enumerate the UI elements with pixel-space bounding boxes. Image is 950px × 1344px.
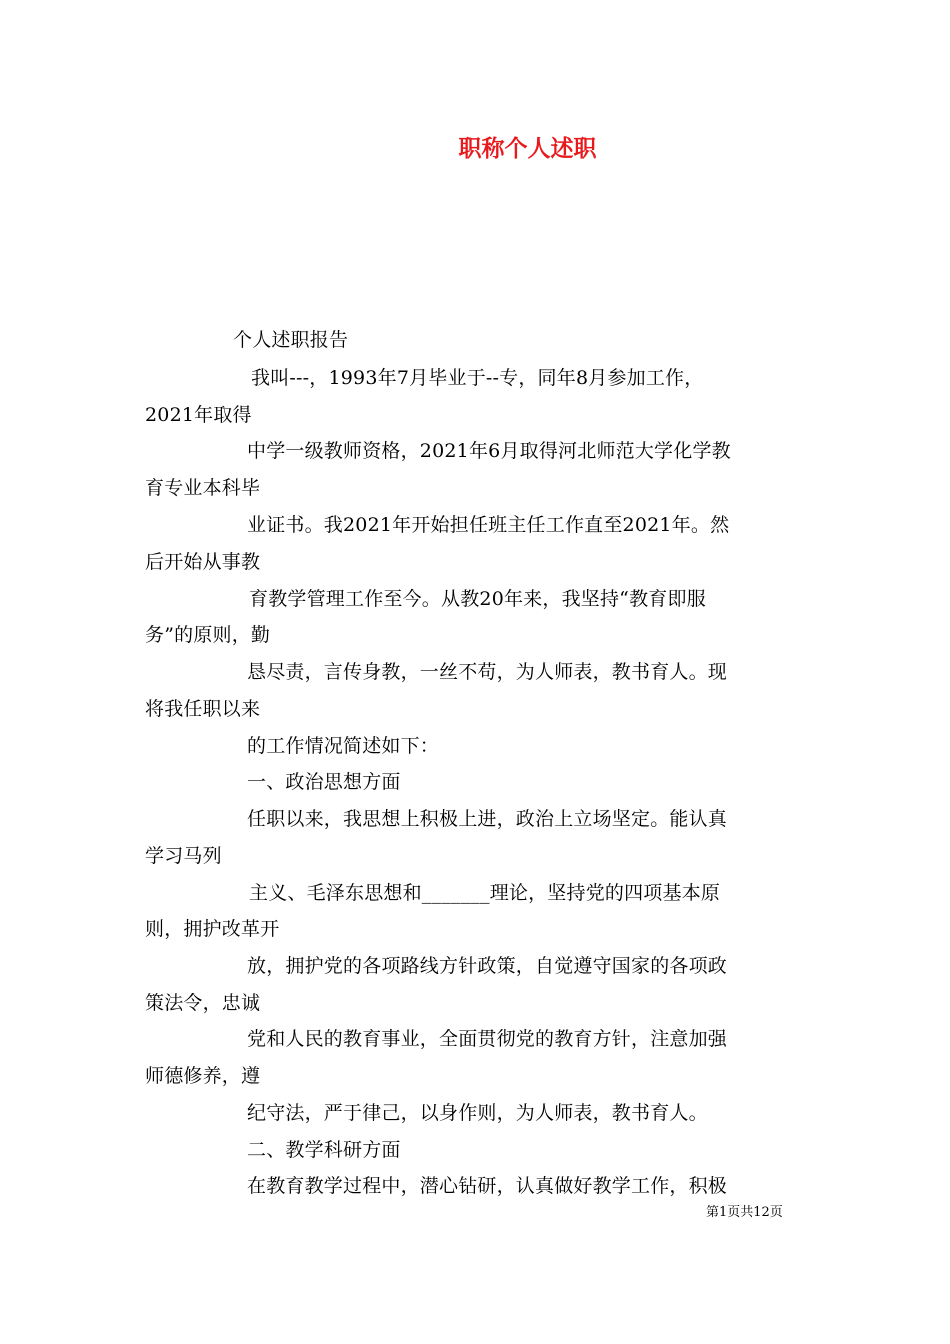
text-line: 育专业本科毕 — [145, 477, 261, 499]
text-line: 育教学管理工作至今。从教20年来，我坚持“教育即服 — [249, 588, 706, 610]
text-line: 学习马列 — [145, 845, 222, 867]
text-line: 在教育教学过程中，潜心钻研，认真做好教学工作，积极 — [247, 1175, 728, 1197]
text-line: 策法令，忠诚 — [145, 992, 261, 1014]
text-line: 后开始从事教 — [145, 551, 261, 573]
text-line: 主义、毛泽东思想和_______理论，坚持党的四项基本原 — [249, 882, 721, 904]
text-line: 务”的原则，勤 — [145, 624, 271, 646]
text-line: 的工作情况简述如下： — [247, 735, 440, 757]
section-heading: 一、政治思想方面 — [247, 771, 401, 793]
text-line: 纪守法，严于律己，以身作则，为人师表，教书育人。 — [247, 1102, 708, 1124]
text-line: 我叫---，1993年7月毕业于--专，同年8月参加工作， — [251, 367, 704, 389]
text-line: 则，拥护改革开 — [145, 918, 280, 940]
document-title: 职称个人述职 — [458, 135, 597, 162]
text-line: 业证书。我2021年开始担任班主任工作直至2021年。然 — [247, 514, 730, 536]
text-line: 党和人民的教育事业，全面贯彻党的教育方针，注意加强 — [247, 1028, 728, 1050]
text-line: 师德修养，遵 — [145, 1065, 261, 1087]
text-line: 个人述职报告 — [233, 329, 349, 351]
page-number-footer: 第1页共12页 — [706, 1205, 783, 1220]
text-line: 恳尽责，言传身教，一丝不苟，为人师表，教书育人。现 — [247, 661, 728, 683]
text-line: 2021年取得 — [145, 404, 252, 426]
text-line: 将我任职以来 — [145, 698, 261, 720]
section-heading: 二、教学科研方面 — [247, 1139, 401, 1161]
text-line: 中学一级教师资格，2021年6月取得河北师范大学化学教 — [247, 440, 731, 462]
text-line: 任职以来，我思想上积极上进，政治上立场坚定。能认真 — [247, 808, 728, 830]
text-line: 放，拥护党的各项路线方针政策，自觉遵守国家的各项政 — [247, 955, 728, 977]
